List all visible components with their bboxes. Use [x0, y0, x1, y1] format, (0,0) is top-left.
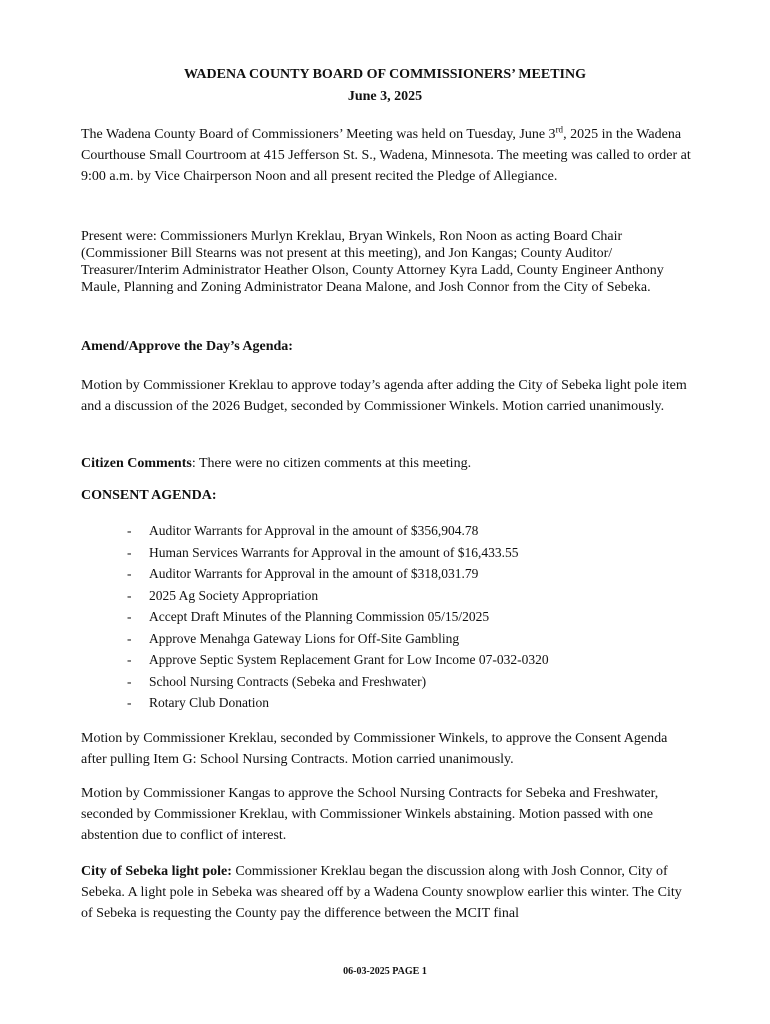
citizen-comments-label: Citizen Comments [81, 456, 192, 471]
bullet-dash: - [127, 609, 132, 624]
agenda-motion: Motion by Commissioner Kreklau to approve today’s agenda after adding the City of Sebeka light pole item and a discussion of the 2026 Budget, seconded by Commissioner Winkels. Motion carried unanimously. [81, 378, 687, 414]
citizen-comments-text: : There were no citizen comments at this meeting. [191, 456, 472, 471]
intro-text-start: The Wadena County Board of Commissioners’ Meeting was held on Tuesday, June 3 [81, 127, 556, 142]
intro-superscript: rd [555, 124, 564, 135]
present-paragraph: Present were: Commissioners Murlyn Kreklau, Bryan Winkels, Ron Noon as acting Board Chair (Commissioner Bill Stearns was not present at this meeting), and Jon Kangas; County Auditor/ Treasurer/Interim Administrator Heather Olson, County Attorney Kyra Ladd, County Engineer Anthony Maule, Planning and Zoning Administrator Deana Malone, and Josh Connor from the City of Sebeka. [81, 229, 664, 295]
light-pole-text: Commissioner Kreklau began the discussion along with Josh Connor, City of Sebeka. A light pole in Sebeka was sheared off by a Wadena County snowplow earlier this winter. The City of Sebeka is requesting the County pay the difference between the MCIT final [81, 864, 682, 921]
bullet-dash: - [127, 523, 132, 538]
list-item-text: 2025 Ag Society Appropriation [149, 587, 319, 603]
meeting-date: June 3, 2025 [347, 89, 423, 104]
list-item [127, 628, 549, 650]
bullet-dash: - [127, 695, 132, 710]
light-pole-label: City of Sebeka light pole: [81, 864, 232, 879]
citizen-comments [81, 453, 693, 474]
bullet-dash: - [127, 673, 132, 689]
list-item-text: School Nursing Contracts (Sebeka and Freshwater) [149, 673, 427, 689]
meeting-title: WADENA COUNTY BOARD OF COMMISSIONERS’ MEETING [183, 67, 586, 82]
list-item [127, 671, 549, 693]
agenda-heading: Amend/Approve the Day’s Agenda: [81, 339, 293, 354]
bullet-dash: - [127, 630, 132, 646]
intro-text-end: , 2025 in the Wadena Courthouse Small Courtroom at 415 Jefferson St. S., Wadena, Minnesota. The meeting was called to order at 9:00 a.m. by Vice Chairperson Noon and all present recited the Pledge of Allegiance. [81, 127, 691, 184]
list-item [127, 563, 549, 585]
bullet-dash: - [127, 652, 132, 667]
list-item [127, 520, 549, 542]
list-item-text: Auditor Warrants for Approval in the amount of $356,904.78 [149, 523, 479, 538]
list-item-text: Approve Septic System Replacement Grant for Low Income 07-032-0320 [149, 652, 549, 667]
list-item [127, 542, 549, 564]
consent-agenda-list [127, 520, 549, 714]
bullet-dash: - [127, 587, 132, 603]
consent-heading: CONSENT AGENDA: [81, 488, 217, 503]
bullet-dash: - [127, 566, 132, 581]
page-footer: 06-03-2025 PAGE 1 [343, 966, 427, 977]
list-item [127, 649, 549, 671]
bullet-dash: - [127, 544, 132, 560]
list-item [127, 692, 549, 714]
list-item [127, 585, 549, 607]
list-item [127, 606, 549, 628]
consent-motion: Motion by Commissioner Kreklau, seconded by Commissioner Winkels, to approve the Consent Agenda after pulling Item G: School Nursing Contracts. Motion carried unanimously. [81, 731, 668, 767]
light-pole-paragraph [81, 861, 693, 924]
list-item-text: Accept Draft Minutes of the Planning Commission 05/15/2025 [149, 609, 490, 624]
nursing-motion: Motion by Commissioner Kangas to approve the School Nursing Contracts for Sebeka and Freshwater, seconded by Commissioner Kreklau, with Commissioner Winkels abstaining. Motion passed with one abstention due to conflict of interest. [81, 786, 659, 843]
list-item-text: Human Services Warrants for Approval in the amount of $16,433.55 [149, 544, 519, 560]
list-item-text: Auditor Warrants for Approval in the amount of $318,031.79 [149, 566, 479, 581]
list-item-text: Approve Menahga Gateway Lions for Off-Site Gambling [149, 630, 460, 646]
intro-paragraph [81, 124, 693, 187]
list-item-text: Rotary Club Donation [149, 695, 269, 710]
